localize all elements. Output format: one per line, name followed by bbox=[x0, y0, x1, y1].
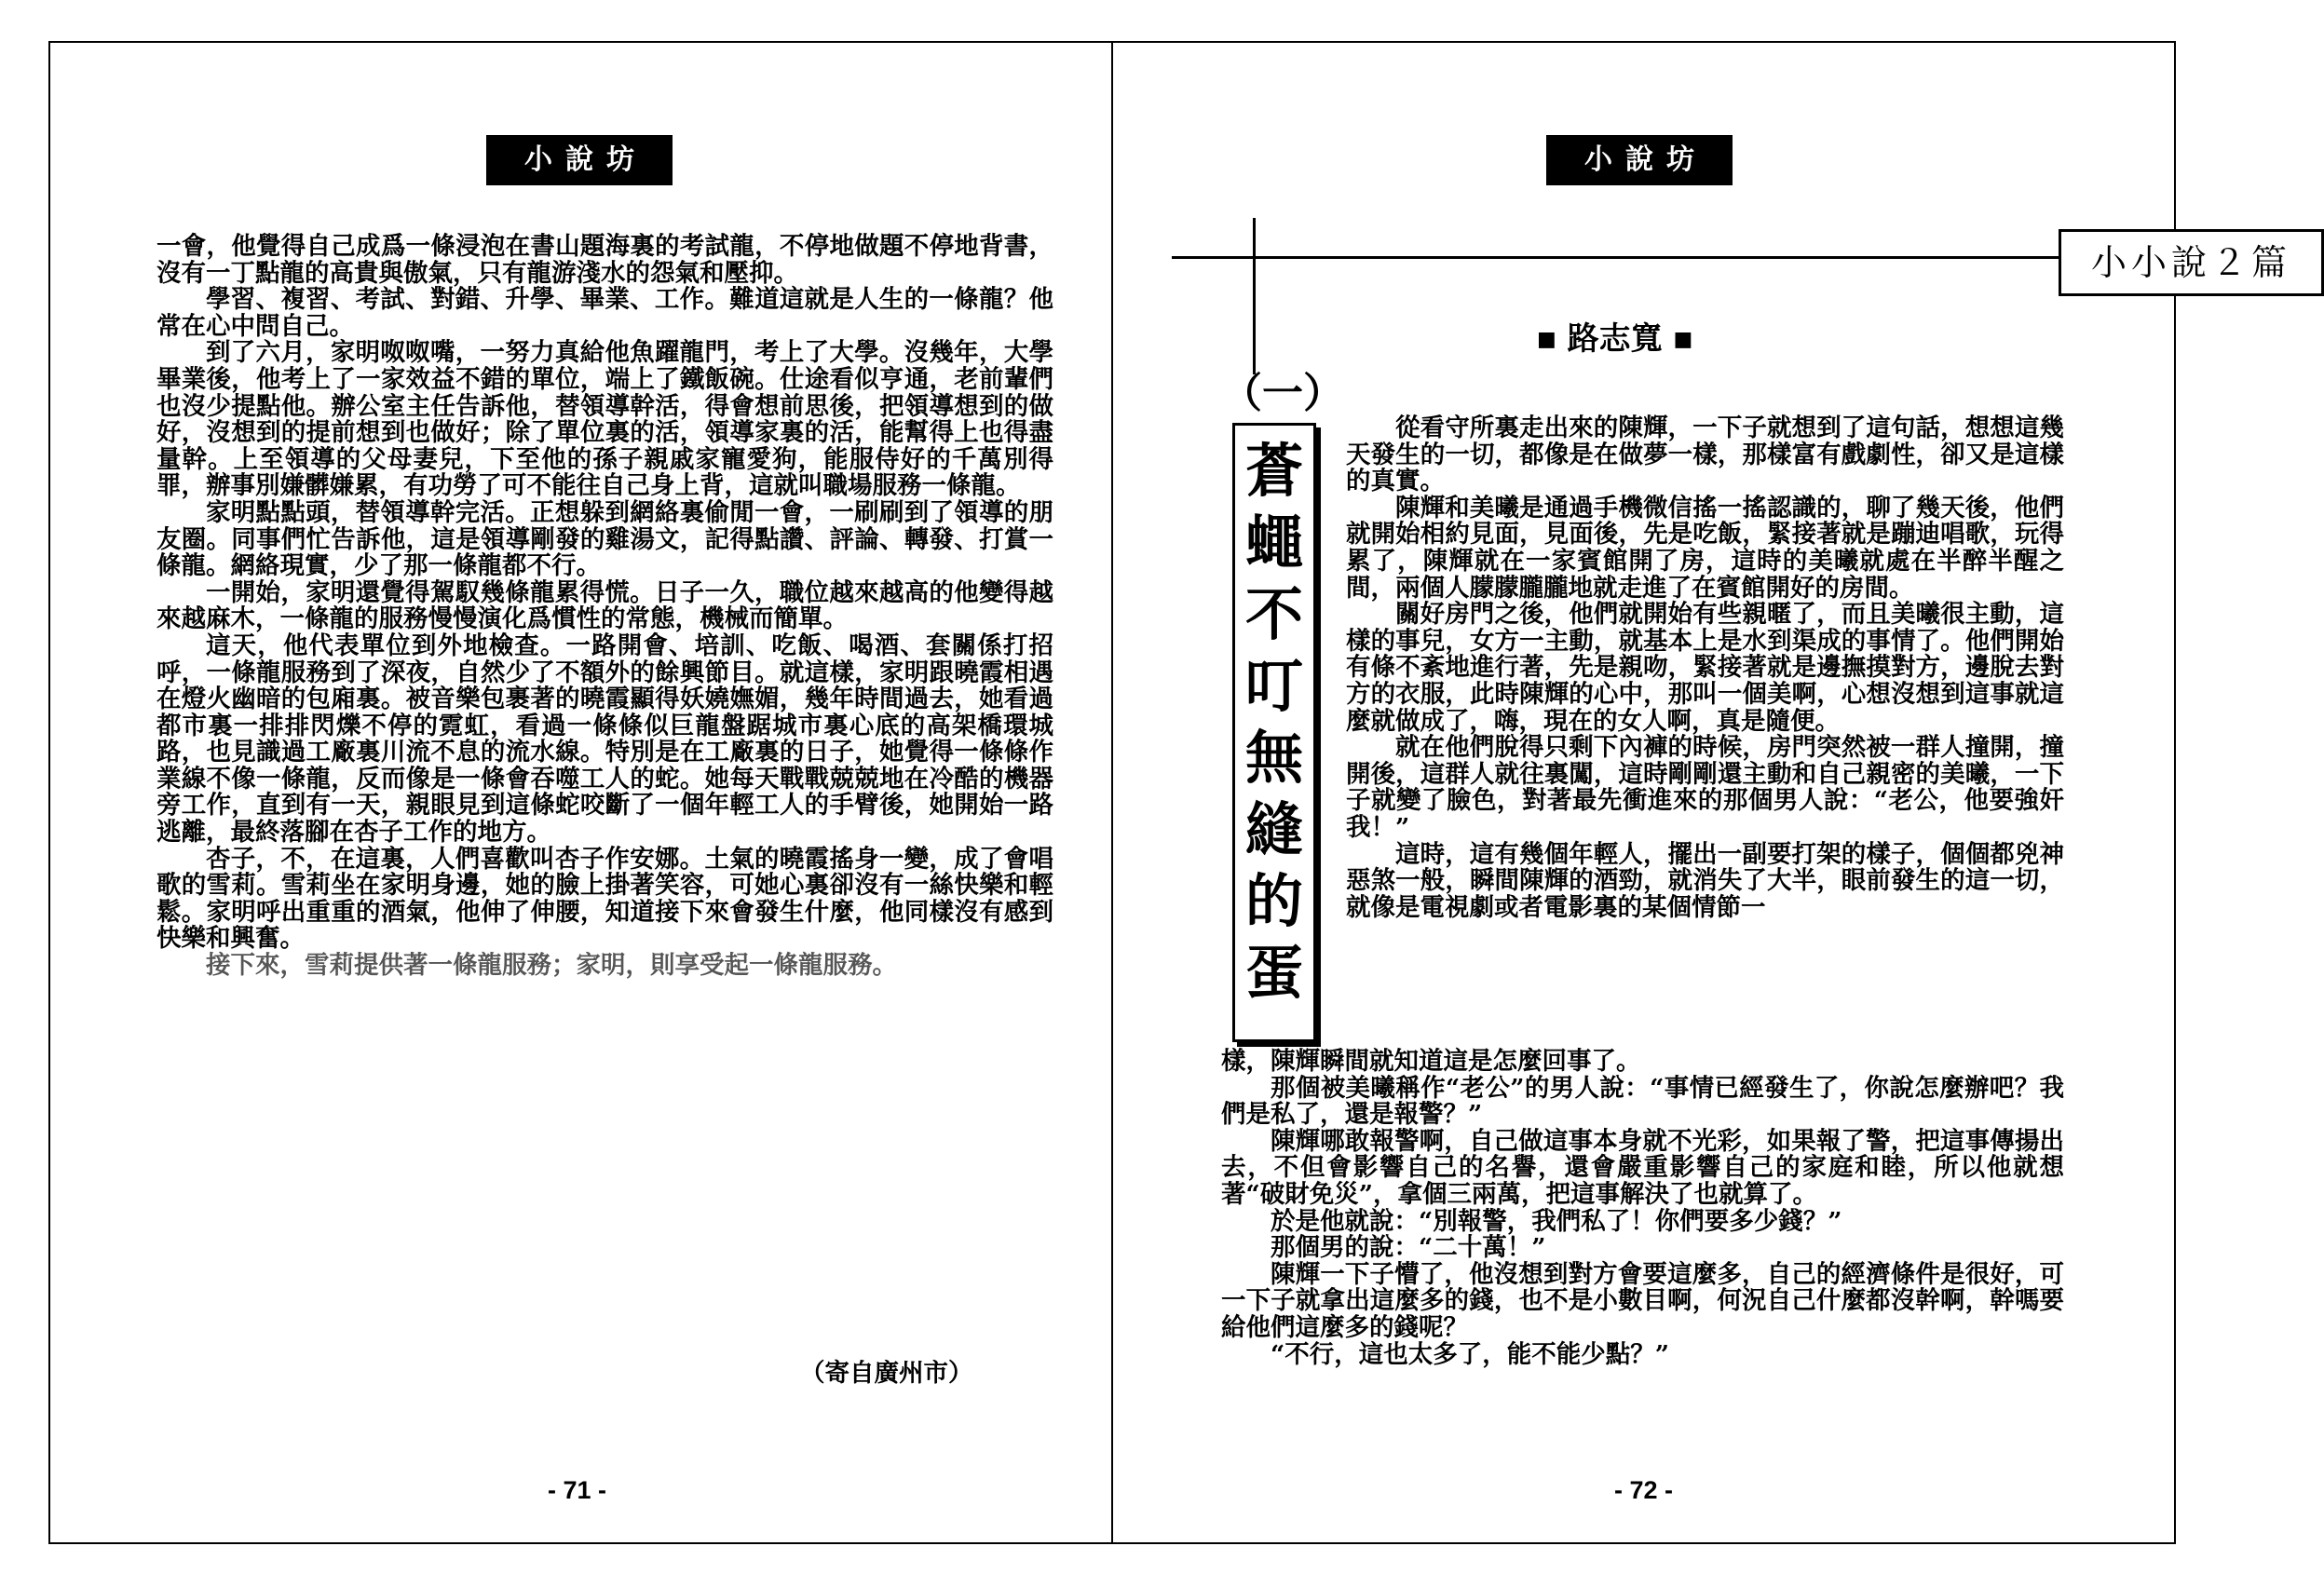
paragraph: 關好房門之後，他們就開始有些親暱了，而且美曦很主動，這樣的事兒，女方一主動，就基本上是水到渠成的事情了。他們開始有條不紊地進行著，先是親吻，緊接著就是邊撫摸對方，邊脫去對方的衣服，此時陳輝的心中，那叫一個美啊，心想沒想到這事就這麼就做成了，嗨，現在的女人啊，真是隨便。 bbox=[1346, 600, 2064, 736]
section-header: 小說坊 bbox=[486, 135, 673, 185]
story-title: 蒼蠅不叮無縫的蛋 bbox=[1244, 437, 1303, 1007]
paragraph: 杏子，不，在這裏，人們喜歡叫杏子作安娜。土氣的曉霞搖身一變，成了會唱歌的雪莉。雪莉坐在家明身邊，她的臉上掛著笑容，可她心裏卻沒有一絲快樂和輕鬆。家明呼出重重的酒氣，他伸了伸腰，知道接下來會發生什麼，他同樣沒有感到快樂和興奮。 bbox=[156, 844, 1053, 954]
page-number: - 71 - bbox=[548, 1476, 607, 1504]
story-title-box bbox=[1232, 423, 1316, 1042]
paragraph: 陳輝和美曦是通過手機微信搖一搖認識的，聊了幾天後，他們就開始相約見面，見面後，先是吃飯，緊接著就是蹦迪唱歌，玩得累了，陳輝就在一家賓館開了房，這時的美曦就處在半醉半醒之間，兩個人朦朦朧朧地就走進了在賓館開好的房間。 bbox=[1346, 493, 2064, 603]
paragraph: 陳輝一下子懵了，他沒想到對方會要這麼多，自己的經濟條件是很好，可一下子就拿出這麼多的錢，也不是小數目啊，何況自己什麼都沒幹啊，幹嗎要給他們這麼多的錢呢？ bbox=[1221, 1259, 2064, 1342]
paragraph: 樣，陳輝瞬間就知道這是怎麼回事了。 bbox=[1221, 1047, 1641, 1076]
title-rule bbox=[1172, 256, 2120, 259]
left-body bbox=[156, 234, 1053, 980]
paragraph: 一會，他覺得自己成爲一條浸泡在書山題海裏的考試龍，不停地做題不停地背書，沒有一丁點龍的高貴與傲氣，只有龍游淺水的怨氣和壓抑。 bbox=[156, 232, 1053, 288]
square-icon: ■ bbox=[1537, 328, 1556, 351]
column-title: 小小說２篇 bbox=[2059, 229, 2324, 296]
paragraph: 就在他們脫得只剩下內褲的時候，房門突然被一群人撞開，撞開後，這群人就往裏闖，這時剛剛還主動和自己親密的美曦，一下子就變了臉色，對著最先衝進來的那個男人說：“老公，他要強奸我！” bbox=[1346, 733, 2064, 842]
title-rule-vertical bbox=[1253, 218, 1256, 374]
main-body bbox=[1221, 1049, 2064, 1368]
square-icon: ■ bbox=[1673, 328, 1693, 351]
paragraph: 家明點點頭，替領導幹完活。正想躲到網絡裏偷閒一會，一刷刷到了領導的朋友圈。同事們忙告訴他，這是領導剛發的雞湯文，記得點讚、評論、轉發、打賞一條龍。網絡現實，少了那一條龍都不行。 bbox=[156, 497, 1053, 581]
author bbox=[1537, 313, 1692, 359]
paragraph: 到了六月，家明呶呶嘴，一努力真給他魚躍龍門，考上了大學。沒幾年，大學畢業後，他考上了一家效益不錯的單位，端上了鐵飯碗。仕途看似亨通，老前輩們也沒少提點他。辦公室主任告訴他，替領導幹活，得會想前思後，把領導想到的做好，沒想到的提前想到也做好；除了單位裏的活，領導家裏的活，能幫得上也得盡量幹。上至領導的父母妻兒，下至他的孫子親戚家寵愛狗，能服侍好的千萬別得罪，辦事別嫌髒嫌累，有功勞了可不能往自己身上背，這就叫職場服務一條龍。 bbox=[156, 338, 1053, 501]
paragraph: 這天，他代表單位到外地檢查。一路開會、培訓、吃飯、喝酒、套關係打招呼，一條龍服務到了深夜，自然少了不額外的餘興節目。就這樣，家明跟曉霞相遇在燈火幽暗的包廂裏。被音樂包裹著的曉霞顯得妖嬈嫵媚，幾年時間過去，她看過都市裏一排排閃爍不停的霓虹，看過一條條似巨龍盤踞城市裏心底的高架橋環城路，也見識過工廠裏川流不息的流水線。特別是在工廠裏的日子，她覺得一條條作業線不像一條龍，反而像是一條會吞噬工人的蛇。她每天戰戰兢兢地在冷酷的機器旁工作，直到有一天，親眼見到這條蛇咬斷了一個年輕工人的手臂後，她開始一路逃離，最終落腳在杏子工作的地方。 bbox=[156, 631, 1053, 848]
paragraph: 那個男的說：“二十萬！” bbox=[1271, 1233, 1546, 1263]
paragraph: 於是他就說：“別報警，我們私了！你們要多少錢？” bbox=[1271, 1206, 1842, 1236]
paragraph: “不行，這也太多了，能不能少點？” bbox=[1271, 1339, 1669, 1369]
paragraph: 學習、複習、考試、對錯、升學、畢業、工作。難道這就是人生的一條龍？他常在心中問自己。 bbox=[156, 285, 1053, 341]
final-line: 接下來，雪莉提供著一條龍服務；家明，則享受起一條龍服務。 bbox=[206, 951, 897, 981]
left-page bbox=[48, 41, 1111, 1544]
page-number: - 72 - bbox=[1614, 1476, 1674, 1504]
intro-body bbox=[1346, 415, 2064, 921]
paragraph: 一開始，家明還覺得駕馭幾條龍累得慌。日子一久，職位越來越高的他變得越來越麻木，一條龍的服務慢慢演化爲慣性的常態，機械而簡單。 bbox=[156, 577, 1053, 634]
section-header: 小說坊 bbox=[1546, 135, 1733, 185]
right-page bbox=[1113, 41, 2291, 1544]
paragraph: 這時，這有幾個年輕人，擺出一副要打架的樣子，個個都兇神惡煞一般，瞬間陳輝的酒勁，就消失了大半，眼前發生的這一切，就像是電視劇或者電影裏的某個情節一 bbox=[1346, 839, 2064, 922]
signature: （寄自廣州市） bbox=[800, 1359, 973, 1388]
author-name: 路志寬 bbox=[1567, 320, 1663, 358]
story-number: （一） bbox=[1221, 370, 1344, 417]
paragraph: 陳輝哪敢報警啊，自己做這事本身就不光彩，如果報了警，把這事傳揚出去，不但會影響自己的名譽，還會嚴重影響自己的家庭和睦，所以他就想著“破財免災”，拿個三兩萬，把這事解決了也就算了。 bbox=[1221, 1126, 2064, 1209]
paragraph: 那個被美曦稱作“老公”的男人說：“事情已經發生了，你說怎麼辦吧？我們是私了，還是報警？” bbox=[1221, 1073, 2064, 1130]
paragraph: 從看守所裏走出來的陳輝，一下子就想到了這句話，想想這幾天發生的一切，都像是在做夢一樣，那樣富有戲劇性，卻又是這樣的真實。 bbox=[1346, 414, 2064, 496]
